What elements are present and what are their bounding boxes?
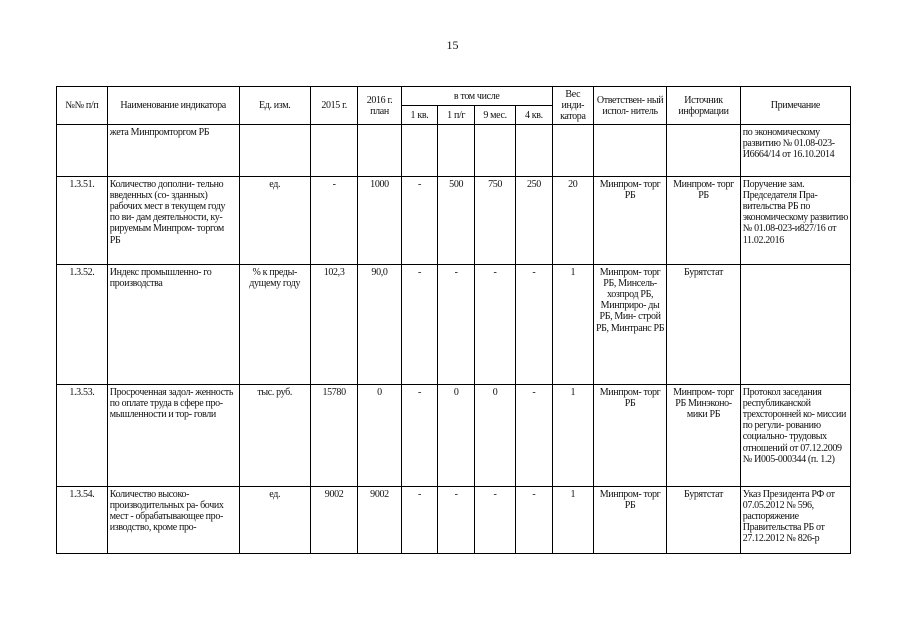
cell-note [740, 264, 850, 384]
header-note: Примечание [740, 87, 850, 125]
cell-note: Указ Президента РФ от 07.05.2012 № 596, распоряжение Правительства РБ от 27.12.2012 № 826-р [740, 486, 850, 553]
cell-weight [552, 124, 593, 176]
cell-name: жета Минпромторгом РБ [107, 124, 239, 176]
cell-2016: 9002 [358, 486, 401, 553]
header-executor: Ответствен- ный испол- нитель [593, 87, 666, 125]
cell-q1: - [401, 176, 438, 264]
cell-q1 [401, 124, 438, 176]
cell-name: Индекс промышленно- го производства [107, 264, 239, 384]
cell-9m [475, 124, 516, 176]
cell-2016 [358, 124, 401, 176]
cell-h1: - [438, 264, 475, 384]
cell-q1: - [401, 384, 438, 486]
cell-9m: 750 [475, 176, 516, 264]
cell-note: Протокол заседания республиканской трехсторонней ко- миссии по регули- рованию социально- трудовых отношений от 07.12.2009 № И005-000344 (п. 1.2) [740, 384, 850, 486]
table-row [57, 264, 851, 384]
cell-executor: Минпром- торг РБ [593, 384, 666, 486]
cell-q1: - [401, 486, 438, 553]
cell-9m: - [475, 264, 516, 384]
cell-q1: - [401, 264, 438, 384]
cell-h1: - [438, 486, 475, 553]
indicators-table [56, 86, 851, 554]
cell-note: Поручение зам. Председателя Пра- вительства РБ по экономическому развитию № 01.08-023-и827/16 от 11.02.2016 [740, 176, 850, 264]
cell-executor: Минпром- торг РБ [593, 176, 666, 264]
cell-h1 [438, 124, 475, 176]
cell-2015 [310, 124, 358, 176]
cell-h1: 500 [438, 176, 475, 264]
header-weight: Вес инди- катора [552, 87, 593, 125]
cell-num [57, 124, 108, 176]
cell-num: 1.3.53. [57, 384, 108, 486]
header-q4: 4 кв. [516, 106, 553, 124]
cell-note: по экономическому развитию № 01.08-023-И6664/14 от 16.10.2014 [740, 124, 850, 176]
cell-9m: 0 [475, 384, 516, 486]
cell-9m: - [475, 486, 516, 553]
page-number: 15 [446, 38, 459, 52]
cell-source [667, 124, 740, 176]
cell-weight: 20 [552, 176, 593, 264]
cell-num: 1.3.54. [57, 486, 108, 553]
header-name: Наименование индикатора [107, 87, 239, 125]
table-row [57, 486, 851, 553]
header-num: №№ п/п [57, 87, 108, 125]
cell-source: Бурятстат [667, 264, 740, 384]
cell-source: Минпром- торг РБ [667, 176, 740, 264]
cell-2015: - [310, 176, 358, 264]
cell-unit: % к преды- дущему году [239, 264, 310, 384]
header-2015: 2015 г. [310, 87, 358, 125]
cell-unit: ед. [239, 176, 310, 264]
header-unit: Ед. изм. [239, 87, 310, 125]
cell-h1: 0 [438, 384, 475, 486]
header-h1: 1 п/г [438, 106, 475, 124]
cell-2016: 90,0 [358, 264, 401, 384]
cell-num: 1.3.51. [57, 176, 108, 264]
cell-weight: 1 [552, 486, 593, 553]
table-row [57, 176, 851, 264]
header-9m: 9 мес. [475, 106, 516, 124]
cell-q4 [516, 124, 553, 176]
header-q1: 1 кв. [401, 106, 438, 124]
cell-weight: 1 [552, 264, 593, 384]
cell-num: 1.3.52. [57, 264, 108, 384]
header-2016-plan: 2016 г. план [358, 87, 401, 125]
cell-2016: 0 [358, 384, 401, 486]
cell-unit: тыс. руб. [239, 384, 310, 486]
cell-q4: 250 [516, 176, 553, 264]
cell-unit: ед. [239, 486, 310, 553]
cell-source: Бурятстат [667, 486, 740, 553]
cell-q4: - [516, 486, 553, 553]
cell-2016: 1000 [358, 176, 401, 264]
table-row [57, 384, 851, 486]
cell-name: Количество дополни- тельно введенных (со- зданных) рабочих мест в текущем году по ви- дам деятельности, ку- рируемым Минпром- торгом РБ [107, 176, 239, 264]
cell-executor: Минпром- торг РБ, Минсель- хозпрод РБ, Минприро- ды РБ, Мин- строй РБ, Минтранс РБ [593, 264, 666, 384]
cell-name: Количество высоко- производительных ра- бочих мест - обрабатывающее про- изводство, кроме про- [107, 486, 239, 553]
cell-name: Просроченная задол- женность по оплате труда в сфере про- мышленности и тор- говли [107, 384, 239, 486]
cell-2015: 9002 [310, 486, 358, 553]
header-including: в том числе [401, 87, 552, 106]
header-source: Источник информации [667, 87, 740, 125]
cell-q4: - [516, 384, 553, 486]
cell-weight: 1 [552, 384, 593, 486]
cell-2015: 102,3 [310, 264, 358, 384]
table-row [57, 124, 851, 176]
cell-source: Минпром- торг РБ Минэконо- мики РБ [667, 384, 740, 486]
cell-executor [593, 124, 666, 176]
cell-executor: Минпром- торг РБ [593, 486, 666, 553]
cell-q4: - [516, 264, 553, 384]
cell-unit [239, 124, 310, 176]
cell-2015: 15780 [310, 384, 358, 486]
